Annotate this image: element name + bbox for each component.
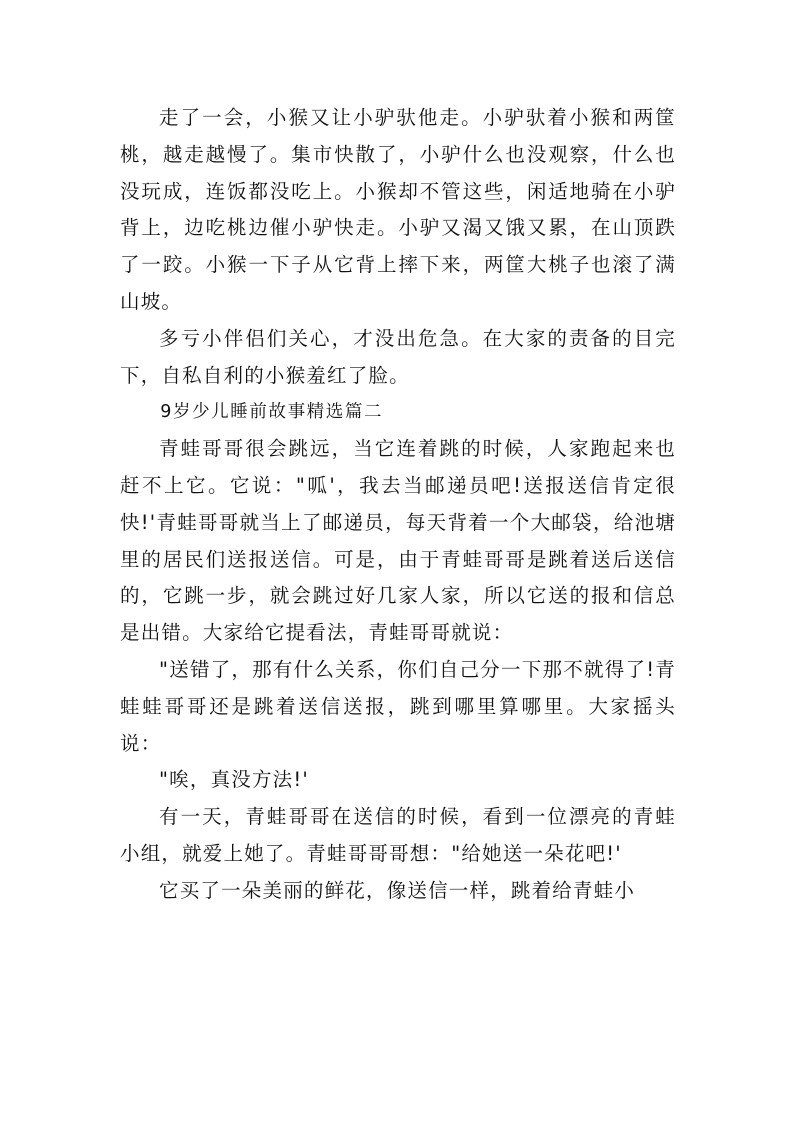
paragraph-one-day: 有一天，青蛙哥哥在送信的时候，看到一位漂亮的青蛙小组，就爱上她了。青蛙哥哥哥想："给她送一朵花吧!' bbox=[120, 805, 676, 865]
paragraph-donkey-monkey: 走了一会，小猴又让小驴驮他走。小驴驮着小猴和两筐桃，越走越慢了。集市快散了，小驴什么也没观察，什么也没玩成，连饭都没吃上。小猴却不管这些，闲适地骑在小驴背上，边吃桃边催小驴快走。小驴又渴又饿又累，在山顶跌了一跤。小猴一下子从它背上摔下来，两筐大桃子也滚了满山坡。 bbox=[120, 106, 676, 313]
document-page bbox=[120, 100, 676, 910]
paragraph-friends-concern: 多亏小伴侣们关心，才没出危急。在大家的责备的目完下，自私自利的小猴羞红了脸。 bbox=[120, 326, 676, 387]
paragraph-frog-postman: 青蛙哥哥很会跳远，当它连着跳的时候，人家跑起来也赶不上它。它说："呱'，我去当邮递员吧!送报送信肯定很快!'青蛙哥哥就当上了邮递员，每天背着一个大邮袋，给池塘里的居民们送报送信。可是，由于青蛙哥哥是跳着送后送信的，它跳一步，就会跳过好几家人家，所以它送的报和信总是出错。大家给它提看法，青蛙哥哥就说： bbox=[120, 437, 676, 645]
paragraph-flower: 它买了一朵美丽的鲜花，像送信一样，跳着给青蛙小 bbox=[159, 878, 636, 902]
paragraph-sigh: "唉，真没方法!' bbox=[159, 768, 309, 792]
paragraph-wrong-delivery: "送错了，那有什么关系，你们自己分一下那不就得了!青蛙蛙哥哥还是跳着送信送报，跳到哪里算哪里。大家摇头说： bbox=[120, 657, 676, 755]
section-heading: 9岁少儿睡前故事精选篇二 bbox=[160, 402, 384, 423]
